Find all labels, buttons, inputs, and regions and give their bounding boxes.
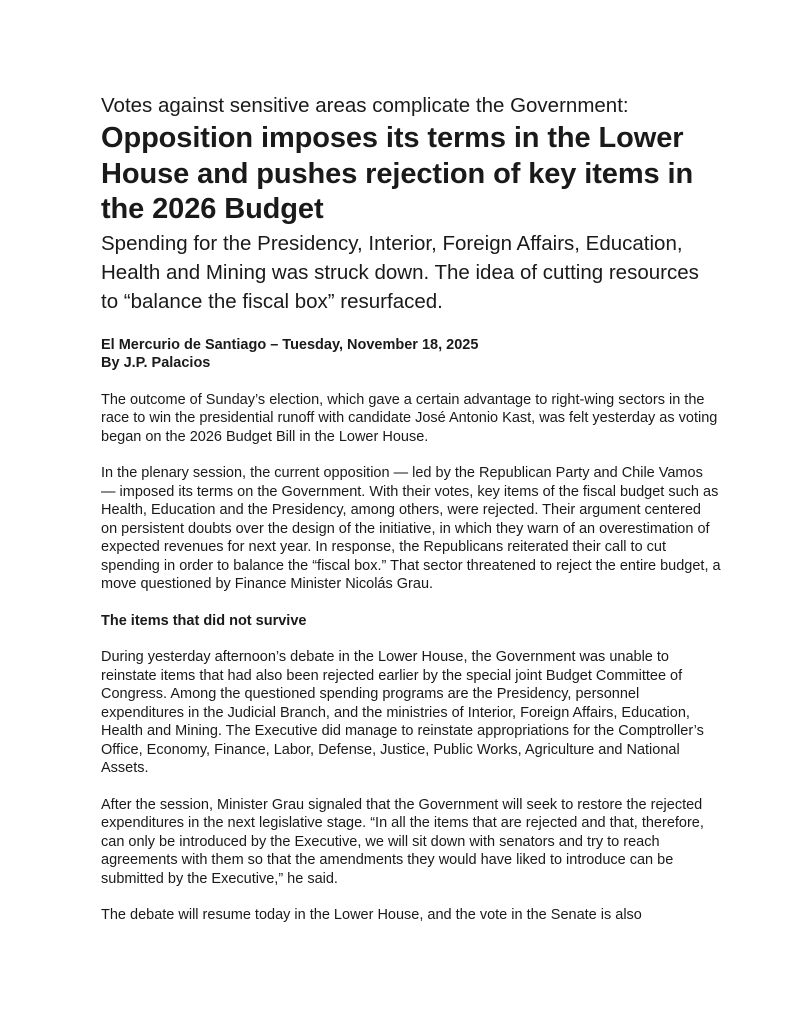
- article-page: [101, 93, 721, 925]
- body-paragraph: During yesterday afternoon’s debate in the Lower House, the Government was unable to reinstate items that had also been rejected earlier by the special joint Budget Committee of Congress. Among the questioned spending programs are the Presidency, personnel expenditures in the Judicial Branch, and the ministries of Interior, Foreign Affairs, Education, Health and Mining. The Executive did manage to reinstate appropriations for the Comptroller’s Office, Economy, Finance, Labor, Defense, Justice, Public Works, Agriculture and National Assets.: [101, 649, 704, 776]
- body-paragraph: In the plenary session, the current opposition — led by the Republican Party and Chile Vamos — imposed its terms on the Government. With their votes, key items of the fiscal budget such as Health, Education and the Presidency, among others, were rejected. Their argument centered on persistent doubts over the design of the initiative, in which they warn of an overestimation of expected revenues for next year. In response, the Republicans reiterated their call to cut spending in order to balance the “fiscal box.” That sector threatened to reject the entire budget, a move questioned by Finance Minister Nicolás Grau.: [101, 465, 721, 592]
- section-subhead: The items that did not survive: [101, 612, 307, 629]
- article-kicker: Votes against sensitive areas complicate the Government:: [101, 94, 629, 117]
- source-line: El Mercurio de Santiago – Tuesday, November 18, 2025: [101, 336, 479, 353]
- byline: [101, 336, 721, 373]
- article-deck: Spending for the Presidency, Interior, Foreign Affairs, Education, Health and Mining was struck down. The idea of cutting resources to “balance the fiscal box” resurfaced.: [101, 231, 699, 313]
- body-paragraph: After the session, Minister Grau signaled that the Government will seek to restore the rejected expenditures in the next legislative stage. “In all the items that are rejected and that, therefore, can only be introduced by the Executive, we will sit down with senators and try to reach agreements with them so that the amendments they would have liked to introduce can be submitted by the Executive,” he said.: [101, 796, 704, 887]
- body-paragraph: The debate will resume today in the Lower House, and the vote in the Senate is also: [101, 907, 642, 923]
- body-paragraph: The outcome of Sunday’s election, which gave a certain advantage to right-wing sectors in the race to win the presidential runoff with candidate José Antonio Kast, was felt yesterday as voting began on the 2026 Budget Bill in the Lower House.: [101, 391, 718, 445]
- article-headline: Opposition imposes its terms in the Lower House and pushes rejection of key items in the 2026 Budget: [101, 122, 694, 225]
- author-line: By J.P. Palacios: [101, 355, 211, 371]
